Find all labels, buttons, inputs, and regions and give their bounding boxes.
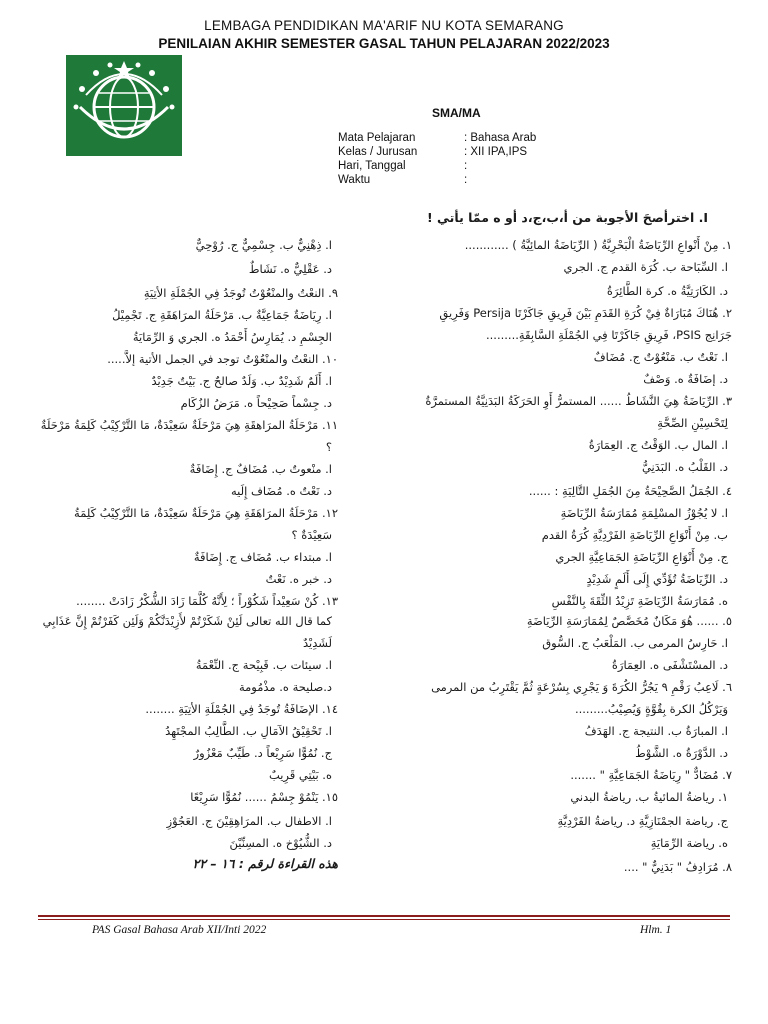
question-line: كما قال الله تعالى لَئِنْ شَكَرْتُمْ لأَزِيْدَنَّكُمْ وَلَئِن كَفَرْتُمْ إِنَّ عَذَابِي [42, 614, 332, 628]
question-line: ٧. مُضَادٌّ " رِيَاضَةُ الجَمَاعِيَّةِ " ....... [570, 768, 732, 782]
answer-line: د. خبر ه. نَعْتٌ [265, 572, 332, 586]
answer-line: ا. منْعوتٌ ب. مُضَافٌ ج. إِضَافَةٌ [189, 462, 332, 476]
meta-row [338, 131, 536, 145]
school-level: SMA/MA [432, 106, 481, 120]
meta-value: : [464, 174, 468, 186]
answer-line: ج. مِنْ أَنْوَاعِ الرِّيَاضَةِ الجَمَاعِيَّةِ الجري [555, 550, 728, 564]
answer-line: د. نَعْتٌ ه. مُضَاف إِلَيه [230, 484, 332, 498]
question-line: ٢. هُنَاكَ مُبَارَاةٌ فِيْ كُرَةِ القَدَمِ بَيْنَ فَرِيقِ جَاكَرْتَا Persija وَفَرِيقِ [439, 306, 732, 320]
answer-line: ا. نَعْتٌ ب. مَنْعُوْتٌ ج. مُضَافٌ [593, 350, 728, 364]
answer-line: ا. ذِهْنِيٌّ ب. جِسْمِيٌّ ج. رُوْحِيٌّ [195, 238, 332, 252]
answer-line: د. الدَّوْرَةُ ه. الشَّوْطُ [635, 746, 728, 760]
answer-line: ا. حَارِسُ المرمى ب. المَلْعَبُ ج. السُّوق [542, 636, 728, 650]
answer-line: ا. الاطفال ب. المرَاهِقِيْنَ ج. العَجُوْزِ [166, 814, 332, 828]
footer-rule [38, 915, 730, 917]
question-line: ١٣. كُنْ سَعِيْداً شَكُوْراً ؛ لِأَنَّهُ كُلَّمَا زَادَ الشُّكْرُ زَادَتْ ........ [76, 594, 338, 608]
meta-key: Hari, Tanggal [338, 160, 406, 172]
answer-line: د. إضَافَةٌ ه. وَصْفٌ [643, 372, 728, 386]
meta-row [338, 145, 536, 159]
question-line: ١٢. مَرْحَلَةُ المرَاهَقَةِ هِيَ مَرْحَلَةٌ سَعِيْدَةٌ، مَا التَّرْكِيْبُ كَلِمَةُ [74, 506, 338, 520]
meta-key: Waktu [338, 174, 371, 186]
question-line: جَرَانِج PSIS، فَرِيقِ جَاكَرْتَا فِي الجُمْلَةِ السَّابِقَةِ......... [485, 328, 732, 342]
answer-line: ا. المبارَةُ ب. النتيجة ج. الهَدَفُ [584, 724, 728, 738]
question-line: ١٠. النعْتُ والمنْعُوْتُ توجد في الجمل الأتية إلاَّ..... [107, 352, 338, 366]
answer-line: ا. السِّبَاحة ب. كُرَة القدم ج. الجري [563, 260, 728, 274]
answer-line: ا. سيئات ب. قَبِيْحة ج. النِّعْمَةُ [195, 658, 332, 672]
instruction: I. اخترأصحَ الأجوبة من أ،ب،ج،د أو ه ممّا يأتي ! [426, 210, 708, 225]
footer-left: PAS Gasal Bahasa Arab XII/Inti 2022 [92, 924, 267, 936]
answer-line: الجِسْمِ د. يُمَارِسُ أَحْمَدُ ه. الجري وَ الرِّمَايَةُ [132, 330, 332, 344]
answer-line: د. الكَارَتِيَّةُ ه. كرة الطَّائِرَةُ [606, 284, 728, 298]
question-line: سَعِيْدَةٌ ؟ [291, 528, 332, 542]
question-line: ؟ [325, 440, 332, 454]
meta-key: Mata Pelajaran [338, 132, 416, 144]
answer-line: د. عَقْلِيٌّ ه. نَشَاطٌ [248, 262, 332, 276]
meta-key: Kelas / Jurusan [338, 146, 418, 158]
answer-line: ا. المال ب. الوَقْتُ ج. العِمَارَةُ [588, 438, 728, 452]
question-line: ١. مِنْ أَنْواعِ الرِّيَاضَةُ الْبَحْرِيَّةُ ( الرِّيَاضَةُ المائِيَّةُ ) ............ [464, 238, 732, 252]
footer-rule-thin [38, 919, 730, 920]
answer-line: د. القَلْبُ ه. البَدَنِيُّ [641, 460, 728, 474]
page-number: Hlm. 1 [640, 924, 672, 936]
answer-line: ب. مِنْ أَنْوَاعِ الرِّيَاضَةِ الفَرْدِيَّةِ كُرَةُ القدم [541, 528, 728, 542]
question-line: ١١. مَرْحَلَةُ المرَاهقَةِ هِيَ مَرْحَلَةٌ سَعِيْدَةٌ، مَا التَّرْكِيْبُ كَلِمَةُ مَرْحَلَةٌ [40, 418, 338, 432]
question-line: لَشَدِيْدٌ [302, 636, 332, 650]
answer-line: ا. أَلَمٌ شَدِيْدٌ ب. وَلَدٌ صالحٌ ج. بَيْتٌ جَدِيْدٌ [151, 374, 332, 388]
question-line: ٣. الرِّيَاضَةُ هِيَ النَّشَاطُ ...... المستمرُّ أَوِ الحَرَكَةُ البَدَنِيَّةُ المستمرَّةُ [425, 394, 732, 408]
answer-line: ا. رِيَاضَةٌ جَمَاعِيَّةٌ ب. مَرْحَلَةُ المرَاهَقَةِ ج. تَجْمِيْلُ [112, 308, 332, 322]
exam-meta [338, 131, 536, 187]
nu-logo-icon [66, 55, 182, 156]
question-line: ٩. النعْتُ والمنْعُوْتُ تُوجَدُ فِي الجُمْلَةِ الأتِيَةِ [143, 286, 338, 300]
question-line: لِتَحْسِيْنِ الصِّحَّةِ [657, 416, 728, 430]
answer-line: ج. رياضة الجمْنَازِيَّةِ د. رياضةُ الفَرْدِيَّةِ [557, 814, 728, 828]
question-line: ١٤. الإضَافَةُ تُوجَدُ فِي الجُمْلَةِ الأتِيَةِ ........ [145, 702, 338, 716]
answer-line: ١. رياضةُ المائيةُ ب. رياضةُ البدني [570, 790, 728, 804]
answer-line: ا. لا يُجُوْزُ المسْلِمَةِ مُمَارَسَةُ الرِّيَاضَةِ [560, 506, 728, 520]
answer-line: ه. مُمَارَسَةُ الرِّيَاضَةِ تَزِيْدُ الثِّقَةَ بِالنَّفْسِ [551, 594, 728, 608]
answer-line: د.صليحة ه. مذْمُومة [238, 680, 332, 694]
meta-value: : XII IPA,IPS [464, 146, 528, 158]
meta-row [338, 173, 536, 187]
question-line: ٦. لَاعِبُ رَقْمِ ٩ يَجُرُّ الكُرَةَ وَ يَجْرِي بِسُرْعَةٍ ثُمَّ يَقْتَرِبُ من المرمى [431, 680, 732, 694]
answer-line: د. الرِّيَاضَةُ تُؤَدِّي إِلَى أَلَمٍ شَدِيْدٍ [586, 572, 728, 586]
answer-line: ه. بَيْتِي قَرِيبٌ [268, 768, 332, 782]
exam-title: PENILAIAN AKHIR SEMESTER GASAL TAHUN PELAJARAN 2022/2023 [158, 36, 610, 51]
question-line: ٥. ...... هُوَ مَكَانٌ مُخَصَّصٌ لِمُمَارَسَةِ الرِّيَاضَةِ [526, 614, 732, 628]
meta-value: : [464, 160, 468, 172]
answer-line: ج. نُمُوًّا سَرِيْعاً د. طَيِّبٌ مَعْزُورٌ [193, 746, 332, 760]
question-line: وَيَرْكُلُ الكرة بِقُوَّةٍ وَيُصِيْبُ......... [574, 702, 728, 716]
question-line: ٤. الجُمَلُ الصَّحِيْحَةُ مِنَ الجُمَلِ التَّالِيَةِ : ...... [528, 484, 732, 498]
answer-line: ه. رياضة الرِّمَايَةِ [650, 836, 728, 850]
question-line: ١٥. يَنْمُوْ جِسْمُ ...... نُمُوًّا سَرِيْعًا [190, 790, 338, 804]
answer-line: د. الشُّيُوْخ ه. المسِنِّيْنَ [229, 836, 332, 850]
answer-line: ا. مبتداء ب. مُضَاف ج. إِضَافَةٌ [193, 550, 332, 564]
answer-line: ا. تَحْقِيْقُ الآمَالِ ب. الطَّالِبُ المجْتَهِدُ [165, 724, 332, 738]
answer-line: د. المسْتَشْفَى ه. العِمَارَةُ [611, 658, 728, 672]
answer-line: د. جِسْماً صَحِيْحاً ه. مَرَضُ الزُكَام [180, 396, 332, 410]
meta-value: : Bahasa Arab [464, 132, 537, 144]
meta-row [338, 159, 536, 173]
reading-note: هذه القراءة لرقم : ١٦ – ٢٢ [192, 856, 338, 871]
institution-title: LEMBAGA PENDIDIKAN MA'ARIF NU KOTA SEMARANG [204, 18, 564, 33]
question-line: ٨. مُرَادِفُ " بَدَنِيٌّ " .... [623, 860, 732, 874]
